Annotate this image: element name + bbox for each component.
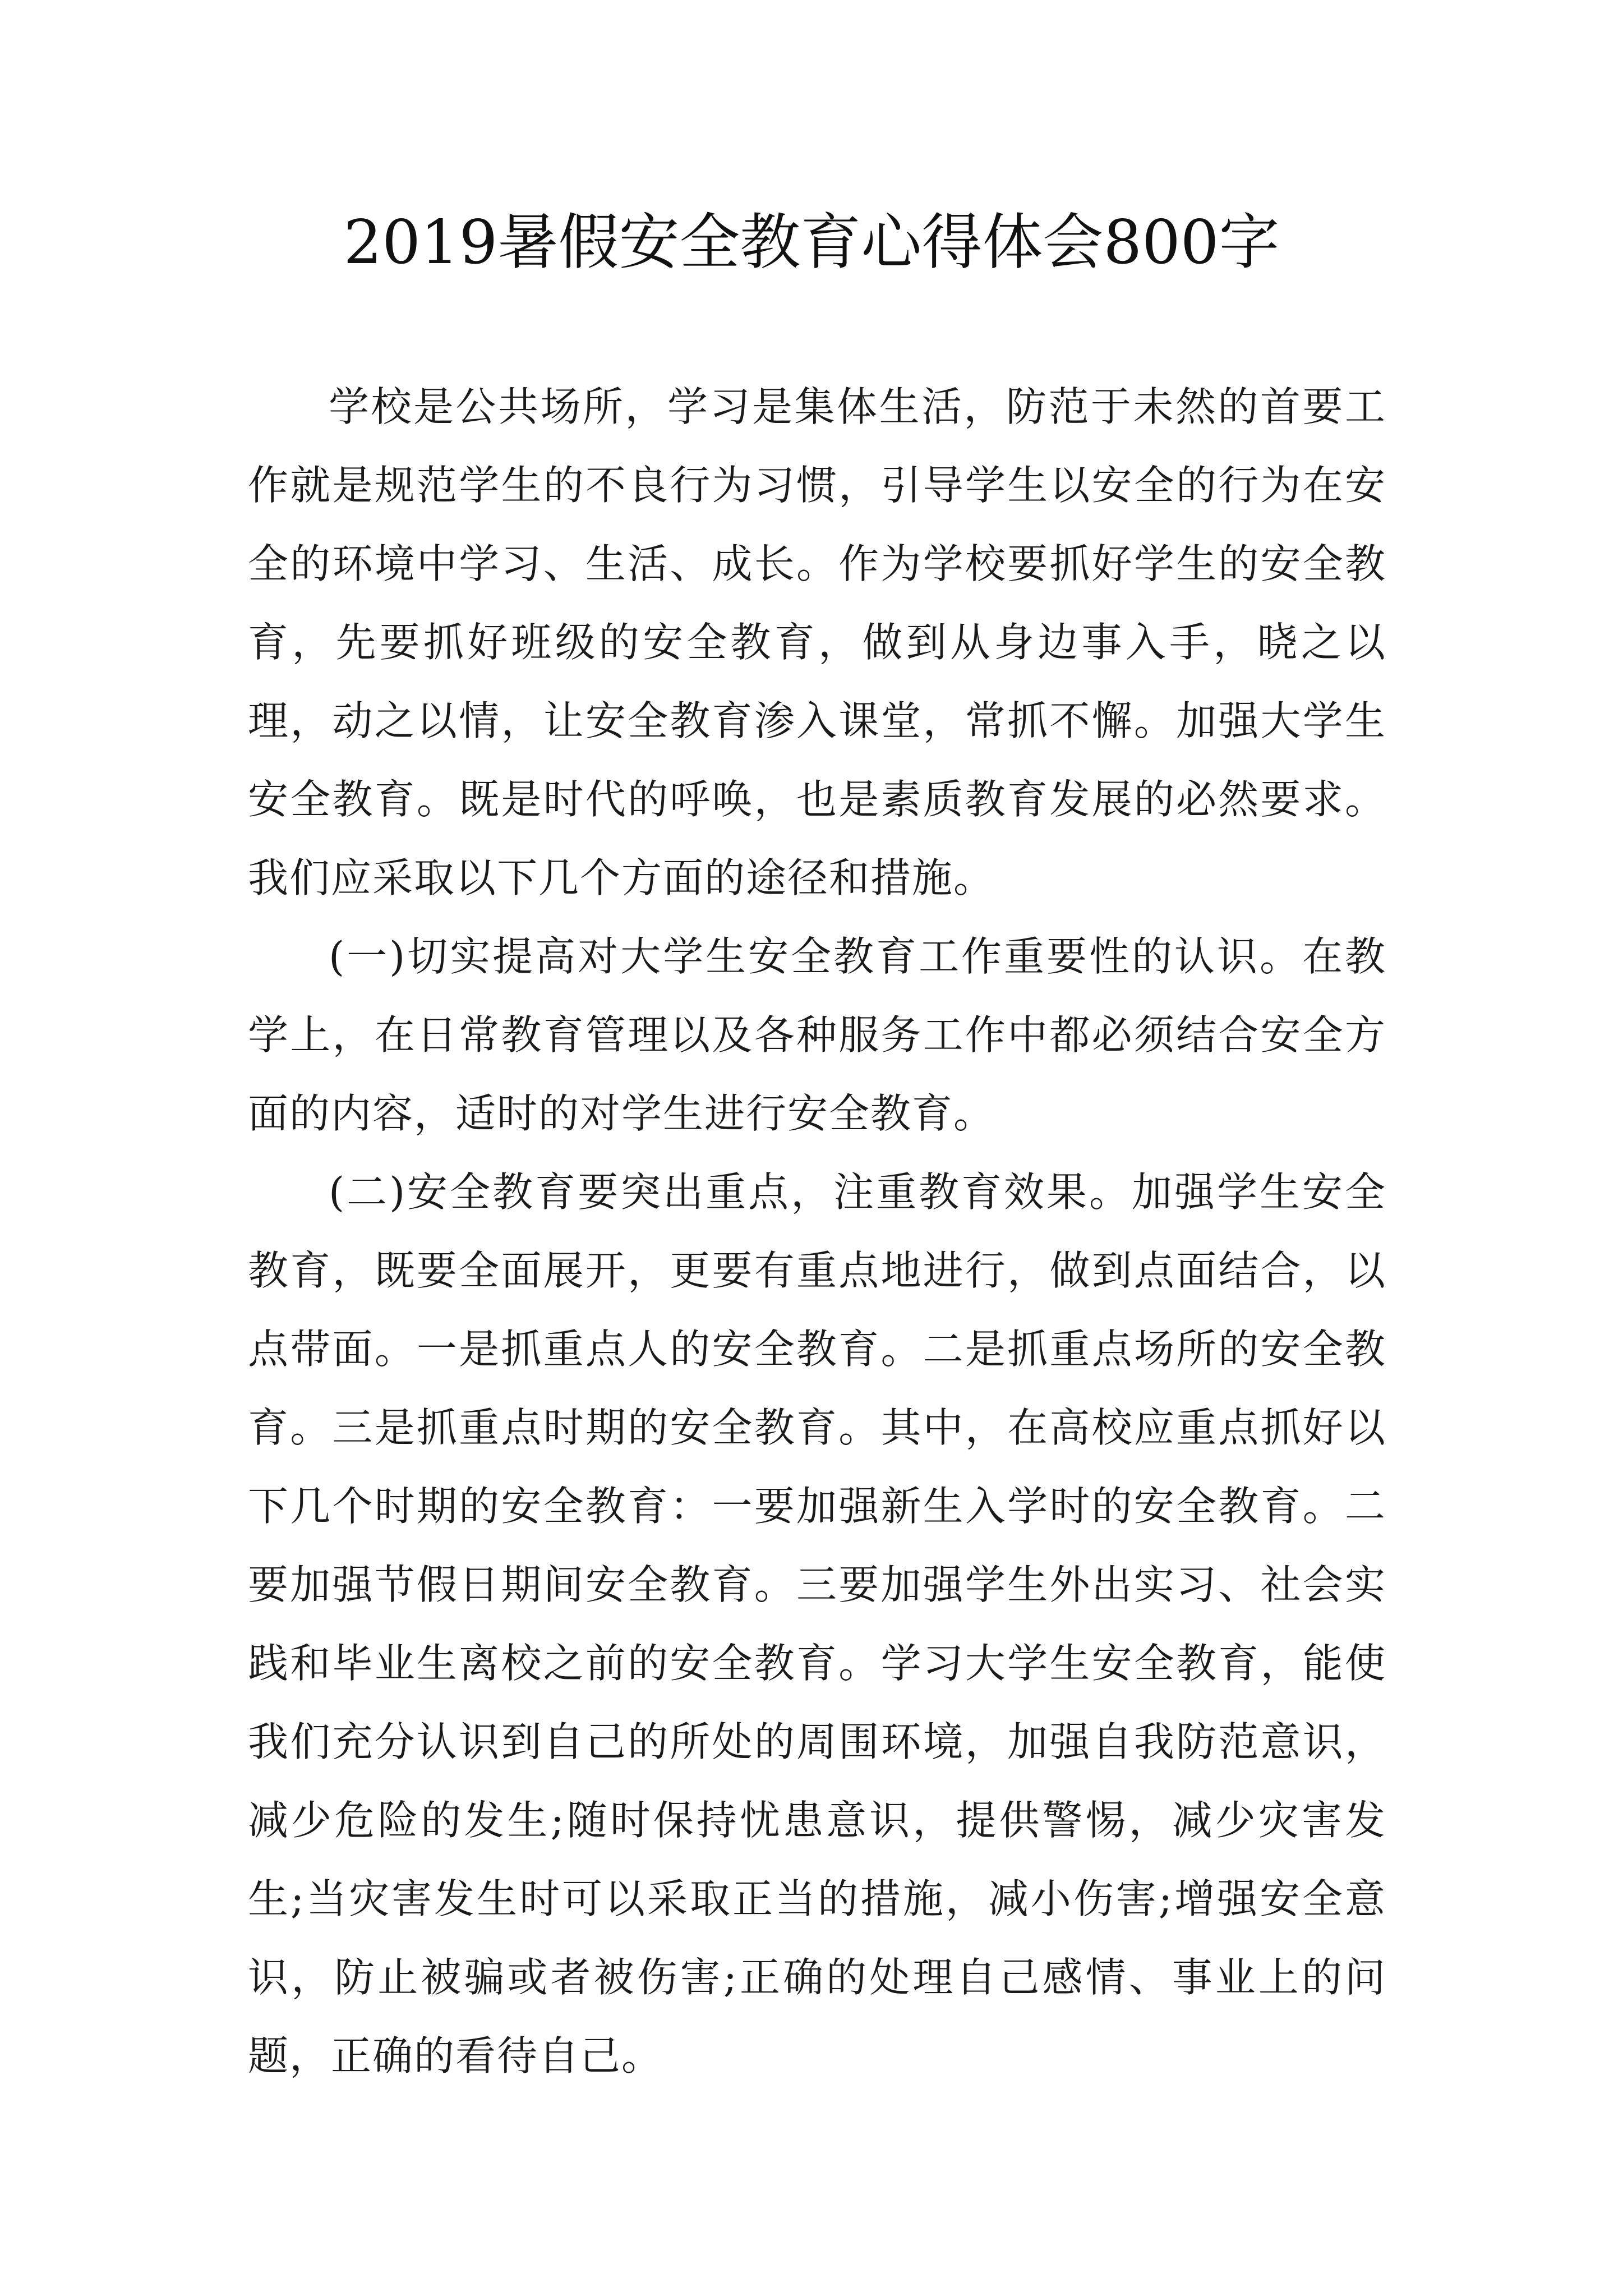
- document-body: [248, 367, 1386, 2095]
- paragraph-point-one: (一)切实提高对大学生安全教育工作重要性的认识。在教学上，在日常教育管理以及各种服务工作中都必须结合安全方面的内容，适时的对学生进行安全教育。: [248, 933, 1386, 1137]
- paragraph-intro: 学校是公共场所，学习是集体生活，防范于未然的首要工作就是规范学生的不良行为习惯，引导学生以安全的行为在安全的环境中学习、生活、成长。作为学校要抓好学生的安全教育，先要抓好班级的安全教育，做到从身边事入手，晓之以理，动之以情，让安全教育渗入课堂，常抓不懈。加强大学生安全教育。既是时代的呼唤，也是素质教育发展的必然要求。我们应采取以下几个方面的途径和措施。: [248, 383, 1386, 901]
- document-title: 2019暑假安全教育心得体会800字: [343, 208, 1280, 278]
- paragraph-point-two: (二)安全教育要突出重点，注重教育效果。加强学生安全教育，既要全面展开，更要有重点地进行，做到点面结合，以点带面。一是抓重点人的安全教育。二是抓重点场所的安全教育。三是抓重点时期的安全教育。其中，在高校应重点抓好以下几个时期的安全教育：一要加强新生入学时的安全教育。二要加强节假日期间安全教育。三要加强学生外出实习、社会实践和毕业生离校之前的安全教育。学习大学生安全教育，能使我们充分认识到自己的所处的周围环境，加强自我防范意识，减少危险的发生;随时保持忧患意识，提供警惕，减少灾害发生;当灾害发生时可以采取正当的措施，减小伤害;增强安全意识，防止被骗或者被伤害;正确的处理自己感情、事业上的问题，正确的看待自己。: [248, 1168, 1386, 2079]
